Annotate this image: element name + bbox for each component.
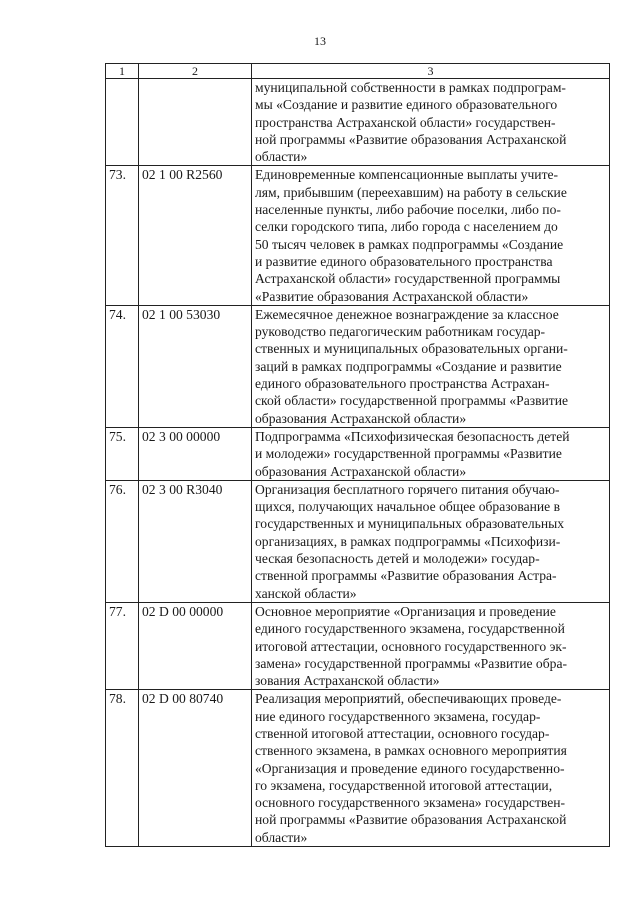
- item-description: [252, 305, 610, 427]
- description-line: единого образовательного пространства Астрахан-: [255, 376, 550, 392]
- column-header-1: 1: [106, 64, 139, 79]
- column-header-3: 3: [252, 64, 610, 79]
- description-line: ной программы «Развитие образования Астраханской: [255, 131, 567, 147]
- row-number: 77.: [106, 602, 139, 689]
- classification-code: 02 1 00 R2560: [139, 166, 252, 305]
- description-line: муниципальной собственности в рамках подпрограм-: [255, 80, 566, 95]
- description-line: ханской области»: [255, 585, 357, 601]
- description-line: заций в рамках подпрограммы «Создание и развитие: [255, 358, 562, 374]
- description-line: и молодежи» государственной программы «Развитие: [255, 446, 562, 462]
- page-number: 13: [314, 34, 326, 48]
- description-line: образования Астраханской области»: [255, 410, 467, 426]
- description-line: ной программы «Развитие образования Астраханской: [255, 812, 567, 828]
- classification-code: 02 1 00 53030: [139, 305, 252, 427]
- row-number: 73.: [106, 166, 139, 305]
- description-line: ние единого государственного экзамена, государ-: [255, 708, 541, 724]
- description-line: образования Астраханской области»: [255, 463, 467, 479]
- description-line: замена» государственной программы «Развитие обра-: [255, 655, 568, 671]
- table-body: [106, 79, 610, 847]
- item-description: [252, 79, 610, 166]
- table-row: [106, 79, 610, 166]
- classification-code: 02 3 00 00000: [139, 427, 252, 480]
- row-number: 74.: [106, 305, 139, 427]
- description-line: области»: [255, 149, 308, 165]
- description-line: организациях, в рамках подпрограммы «Психофизи-: [255, 533, 561, 549]
- description-line: ческая безопасность детей и молодежи» государ-: [255, 551, 540, 567]
- item-description: [252, 602, 610, 689]
- description-line: Единовременные компенсационные выплаты учите-: [255, 167, 559, 183]
- classification-code: 02 3 00 R3040: [139, 480, 252, 602]
- description-line: 50 тысяч человек в рамках подпрограммы «Создание: [255, 236, 564, 252]
- classification-code: 02 D 00 80740: [139, 690, 252, 847]
- table-header-row: [106, 64, 610, 79]
- description-line: Ежемесячное денежное вознаграждение за классное: [255, 306, 559, 322]
- table-row: [106, 480, 610, 602]
- row-number: 75.: [106, 427, 139, 480]
- description-line: ственной итоговой аттестации, основного государ-: [255, 725, 550, 741]
- description-line: селки городского типа, либо города с населением до: [255, 219, 558, 235]
- description-line: области»: [255, 829, 308, 845]
- description-line: итоговой аттестации, основного государственного эк-: [255, 638, 567, 654]
- description-line: руководство педагогическим работникам государ-: [255, 324, 546, 340]
- table-row: [106, 166, 610, 305]
- description-line: пространства Астраханской области» государствен-: [255, 114, 556, 130]
- description-line: ской области» государственной программы «Развитие: [255, 393, 569, 409]
- description-line: Организация бесплатного горячего питания обучаю-: [255, 481, 560, 497]
- description-line: ственной программы «Развитие образования Астра-: [255, 568, 557, 584]
- table-row: [106, 690, 610, 847]
- description-line: населенные пункты, либо рабочие поселки, либо по-: [255, 202, 561, 218]
- description-line: ственного экзамена, в рамках основного мероприятия: [255, 743, 567, 759]
- description-line: лям, прибывшим (переехавшим) на работу в сельские: [255, 184, 567, 200]
- column-header-2: 2: [139, 64, 252, 79]
- description-line: Основное мероприятие «Организация и проведение: [255, 603, 556, 619]
- item-description: [252, 480, 610, 602]
- description-line: ственных и муниципальных образовательных органи-: [255, 341, 568, 357]
- description-line: «Развитие образования Астраханской области»: [255, 288, 529, 304]
- item-description: [252, 166, 610, 305]
- description-line: основного государственного экзамена» государствен-: [255, 795, 566, 811]
- description-line: щихся, получающих начальное общее образование в: [255, 499, 561, 515]
- classification-code: 02 D 00 00000: [139, 602, 252, 689]
- description-line: го экзамена, государственной итоговой аттестации,: [255, 777, 553, 793]
- table-row: [106, 305, 610, 427]
- classification-code: [139, 79, 252, 166]
- row-number: [106, 79, 139, 166]
- description-line: и развитие единого образовательного пространства: [255, 253, 553, 269]
- description-line: государственных и муниципальных образовательных: [255, 516, 565, 532]
- item-description: [252, 427, 610, 480]
- description-line: Реализация мероприятий, обеспечивающих проведе-: [255, 691, 562, 707]
- item-description: [252, 690, 610, 847]
- description-line: Подпрограмма «Психофизическая безопасность детей: [255, 428, 570, 444]
- description-line: Астраханской области» государственной программы: [255, 271, 561, 287]
- description-line: мы «Создание и развитие единого образовательного: [255, 97, 558, 113]
- budget-classification-table: [105, 63, 610, 847]
- row-number: 76.: [106, 480, 139, 602]
- table-row: [106, 602, 610, 689]
- description-line: зования Астраханской области»: [255, 673, 440, 689]
- description-line: «Организация и проведение единого государственно-: [255, 760, 565, 776]
- description-line: единого государственного экзамена, государственной: [255, 621, 565, 637]
- table-row: [106, 427, 610, 480]
- row-number: 78.: [106, 690, 139, 847]
